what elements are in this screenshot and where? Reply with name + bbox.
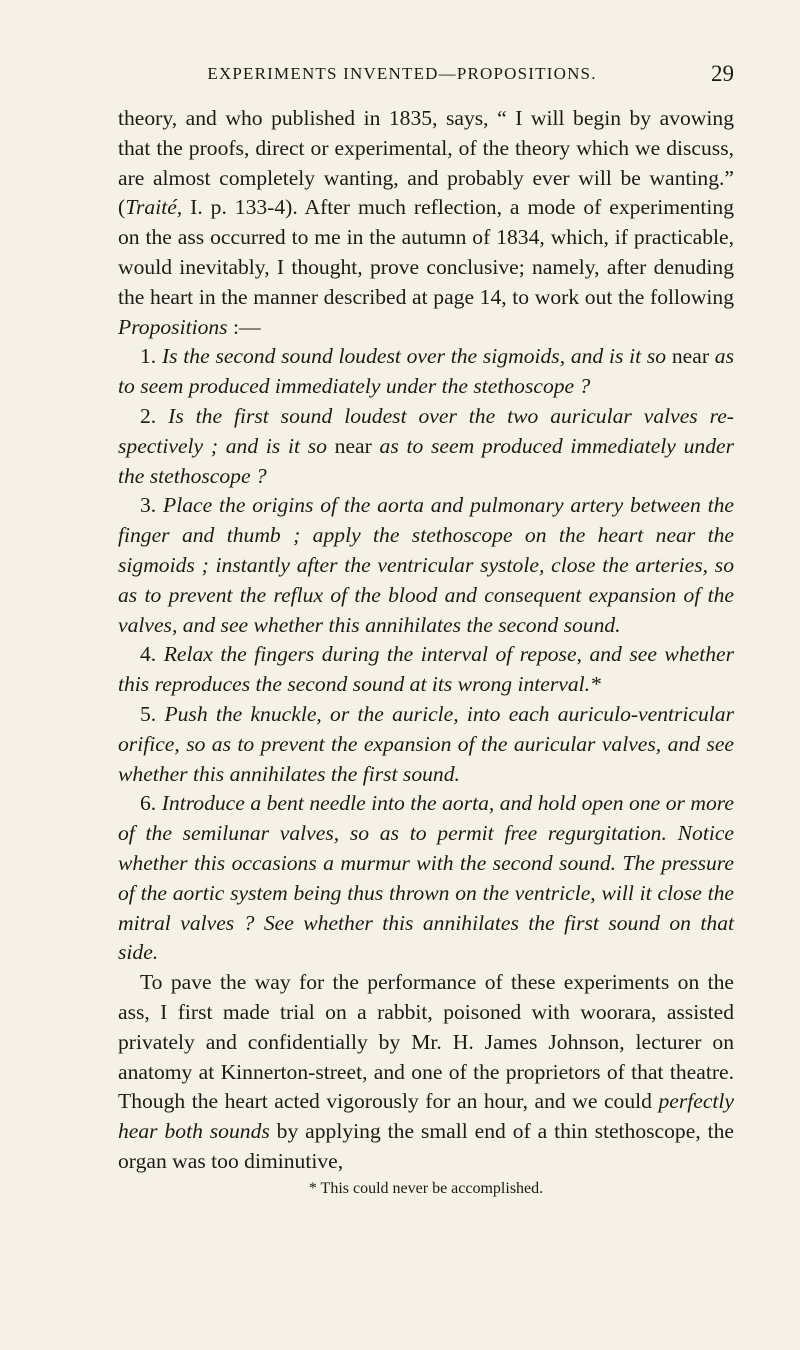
closing-paragraph	[118, 968, 734, 1177]
proposition-1-text-c: as to seem produced immediately under the stethoscope ?	[118, 344, 734, 399]
proposition-2-text-c: as to seem produced immediately under the stethoscope ?	[118, 433, 734, 488]
proposition-2	[118, 402, 734, 491]
proposition-6-number: 6.	[140, 791, 162, 816]
proposition-4	[118, 640, 734, 700]
closing-text-2: perfectly hear both sounds	[118, 1089, 734, 1144]
body-text	[118, 104, 734, 1177]
proposition-1-text-b: near	[666, 344, 715, 369]
intro-text-4: Propositions	[118, 314, 228, 339]
proposition-3-number: 3.	[140, 493, 164, 518]
proposition-2-text-a: Is the first sound loudest over the two auricular valves respectively ; and is it so	[118, 403, 734, 458]
proposition-4-text: Relax the fingers during the interval of repose, and see whether this reproduces the second sound at its wrong interval.*	[118, 642, 735, 697]
page-header	[118, 61, 734, 104]
proposition-6	[118, 789, 734, 968]
closing-text-3: by applying the small end of a thin stethoscope, the organ was too diminutive,	[118, 1119, 734, 1173]
proposition-1-text-a: Is the second sound loudest over the sigmoids, and is it so	[161, 344, 667, 369]
proposition-1	[118, 342, 734, 402]
proposition-6-text: Introduce a bent needle into the aorta, and hold open one or more of the semilunar valves, so as to permit free regurgitation. Notice whether this occasions a murmur with the second sound. The pressure of the aortic system being thus thrown on the ventricle, will it close the mitral valves ? See whether this annihilates the first sound on that side.	[118, 791, 734, 965]
proposition-4-number: 4.	[140, 642, 164, 667]
proposition-5-text: Push the knuckle, or the auricle, into each auriculo-ventricular orifice, so as to prevent the expansion of the auricular valves, and see whether this annihilates the first sound.	[118, 701, 735, 786]
proposition-5-number: 5.	[140, 701, 165, 726]
proposition-1-number: 1.	[140, 344, 162, 369]
intro-paragraph	[118, 104, 734, 342]
proposition-5	[118, 700, 734, 789]
intro-text-5: :—	[227, 314, 261, 339]
intro-text-1: theory, and who published in 1835, says, “ I will begin by avowing that the proofs, direct or experimental, of the theory which we discuss, are almost completely wanting, and probably ever will be wanting.” (	[118, 106, 734, 220]
proposition-2-number: 2.	[140, 403, 169, 428]
proposition-3	[118, 491, 734, 640]
page-number: 29	[711, 61, 734, 86]
running-head: EXPERIMENTS INVENTED—PROPOSITIONS.	[207, 64, 597, 83]
intro-text-3: I. p. 133-4). After much reflection, a mode of experimenting on the ass occurred to me in the autumn of 1834, which, if practicable, would inevitably, I thought, prove conclusive; namely, after denuding the heart in the manner described at page 14, to work out the following	[118, 195, 734, 309]
proposition-3-text: Place the origins of the aorta and pulmonary artery between the finger and thumb ; apply the stethoscope on the heart near the sigmoids ; instantly after the ventricular systole, close the arteries, so as to prevent the reflux of the blood and consequent expansion of the valves, and see whether this annihilates the second sound.	[118, 493, 735, 637]
footnote: * This could never be accomplished.	[308, 1179, 544, 1197]
proposition-2-text-b: near	[326, 433, 380, 458]
closing-text-1: To pave the way for the performance of these experiments on the ass, I first made trial on a rabbit, poisoned with woorara, assisted privately and confidentially by Mr. H. James Johnson, lecturer on anatomy at Kinnerton-street, and one of the proprietors of that theatre. Though the heart acted vigorously for an hour, and we could	[118, 970, 734, 1114]
intro-text-2: Traité,	[125, 195, 183, 220]
